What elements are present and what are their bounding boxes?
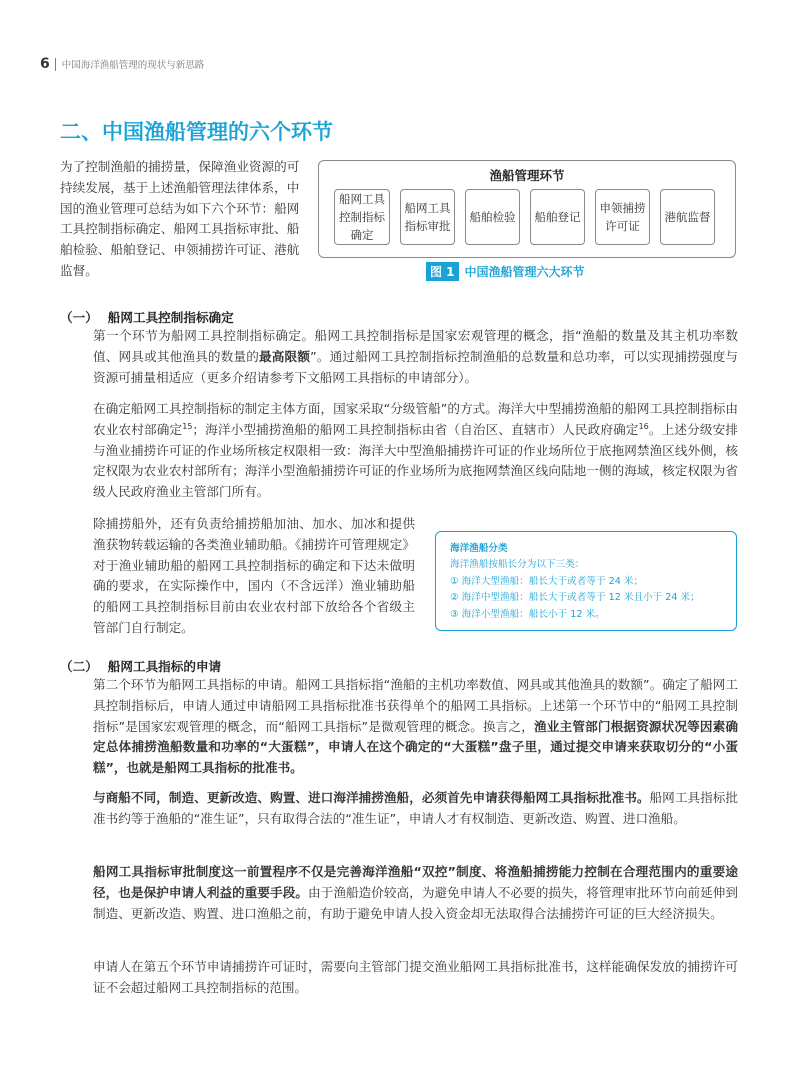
text-run-bold: 渔业主管部门根据资源状况等因素确定总体捕捞渔船数量和功率的“大蛋糕”，申请人在这个确定的“大蛋糕”盘子里，通过提交申请来获取切分的“小蛋糕”，也就是船网工具指标的批准书。	[93, 718, 738, 776]
subsection-2-paragraph-3	[93, 862, 738, 924]
text-run: 由于渔船造价较高，为避免申请人不必要的损失，将管理审批环节向前延伸到制造、更新改造、购置、进口渔船之前，有助于避免申请人投入资金却无法取得合法捕捞许可证的巨大经济损失。	[93, 884, 739, 921]
text-run: 第一个环节为船网工具控制指标确定。船网工具控制指标是国家宏观管理的概念，指“渔船的数量及其主机功率数值、网具或其他渔具的数量的	[93, 328, 738, 364]
figure-item-port-supervision: 港航监督	[660, 189, 715, 245]
header-divider	[55, 58, 56, 71]
figure-item-ship-inspection: 船舶检验	[465, 189, 520, 245]
figure-box-title: 渔船管理环节	[489, 168, 565, 183]
subsection-2-heading	[60, 656, 221, 675]
figure-item-fishing-license: 申领捕捞许可证	[595, 189, 650, 245]
sidebox-item: ③ 海洋小型渔船：船长小于 12 米。	[450, 608, 605, 620]
text-run: ”。通过船网工具控制指标控制渔船的总数量和总功率，可以实现捕捞强度与资源可捕量相适应（更多介绍请参考下文船网工具指标的申请部分）。	[93, 348, 739, 385]
sidebox-title: 海洋渔船分类	[450, 543, 508, 554]
subsection-1-heading	[60, 307, 234, 326]
text-run: 第二个环节为船网工具指标的申请。船网工具指标指“渔船的主机功率数值、网具或其他渔具的数额”。确定了船网工具控制指标后，申请人通过申请船网工具指标批准书获得单个的船网工具指标。上述第一个环节中的“船网工具控制指标”是国家宏观管理的概念，而“船网工具指标”是微观管理的概念。换言之，	[93, 677, 738, 734]
text-run: 船网工具指标批准书约等于渔船的“准生证”，只有取得合法的“准生证”，申请人才有权制造、更新改造、购置、进口渔船。	[93, 790, 739, 826]
footnote-ref: 16	[638, 421, 649, 431]
subsection-1-paragraph-1	[93, 326, 738, 388]
intro-paragraph: 为了控制渔船的捕捞量，保障渔业资源的可持续发展，基于上述渔船管理法律体系，中国的渔业管理可总结为如下六个环节：船网工具控制指标确定、船网工具指标审批、船舶检验、船舶登记、申领捕捞许可证、港航监督。	[60, 159, 300, 278]
subsection-1-number: （一）	[60, 310, 98, 325]
sidebox-item: ① 海洋大型渔船：船长大于或者等于 24 米；	[450, 575, 644, 587]
figure-box	[318, 160, 736, 258]
subsection-2-title: 船网工具指标的申请	[107, 659, 222, 674]
text-run: 。上述分级安排与渔业捕捞许可证的作业场所核定权限相一致：海洋大中型渔船捕捞许可证的作业场所位于底拖网禁渔区线外侧，核定权限为农业农村部所有；海洋小型渔船捕捞许可证的作业场所为底拖网禁渔区线向陆地一侧的海域，核定权限为省级人民政府渔业主管部门所有。	[93, 421, 739, 500]
text-run-bold: 最高限额	[259, 348, 311, 364]
text-run: ；海洋小型捕捞渔船的船网工具控制指标由省（自治区、直辖市）人民政府确定	[192, 421, 639, 437]
section-title: 二、中国渔船管理的六个环节	[60, 120, 333, 144]
sidebox-item: ② 海洋中型渔船：船长大于或者等于 12 米且小于 24 米；	[450, 592, 700, 604]
subsection-2-paragraph-1	[93, 675, 738, 779]
figure-caption	[426, 262, 585, 281]
figure-item-indicator-approval: 船网工具指标审批	[400, 189, 455, 245]
subsection-2-number: （二）	[60, 659, 98, 674]
figure-items	[334, 189, 715, 245]
figure-caption-label: 图 1	[426, 262, 459, 281]
footnote-ref: 15	[182, 421, 193, 431]
subsection-1-paragraph-3: 除捕捞船外，还有负责给捕捞船加油、加水、加冰和提供渔获物转载运输的各类渔业辅助船。《捕捞许可管理规定》对于渔业辅助船的船网工具控制指标的确定和下达未做明确的要求，在实际操作中，国内（不含远洋）渔业辅助船的船网工具控制指标目前由农业农村部下放给各个省级主管部门自行制定。	[93, 516, 415, 635]
figure-item-ship-registration: 船舶登记	[530, 189, 585, 245]
subsection-1-title: 船网工具控制指标确定	[107, 310, 234, 325]
page-number: 6	[40, 56, 50, 72]
subsection-2-paragraph-2	[93, 788, 738, 830]
subsection-1-paragraph-2	[93, 399, 738, 503]
classification-sidebox	[435, 531, 737, 631]
text-run-bold: 与商船不同，制造、更新改造、购置、进口海洋捕捞渔船，必须首先申请获得船网工具指标批准书。	[93, 790, 650, 805]
text-run-bold: 船网工具指标审批制度这一前置程序不仅是完善海洋渔船“双控”制度、将渔船捕捞能力控制在合理范围内的重要途径，也是保护申请人利益的重要手段。	[93, 864, 738, 900]
page-header	[40, 56, 204, 72]
sidebox-intro: 海洋渔船按船长分为以下三类：	[450, 559, 585, 571]
text-run: 在确定船网工具控制指标的制定主体方面，国家采取“分级管船”的方式。海洋大中型捕捞渔船的船网工具控制指标由农业农村部确定	[93, 401, 738, 437]
running-title: 中国海洋渔船管理的现状与新思路	[61, 60, 205, 71]
figure-item-control-indicator: 船网工具控制指标确定	[334, 189, 390, 245]
subsection-2-paragraph-4: 申请人在第五个环节申请捕捞许可证时，需要向主管部门提交渔业船网工具指标批准书，这样能确保发放的捕捞许可证不会超过船网工具控制指标的范围。	[93, 959, 738, 995]
figure-caption-text: 中国渔船管理六大环节	[464, 265, 585, 279]
